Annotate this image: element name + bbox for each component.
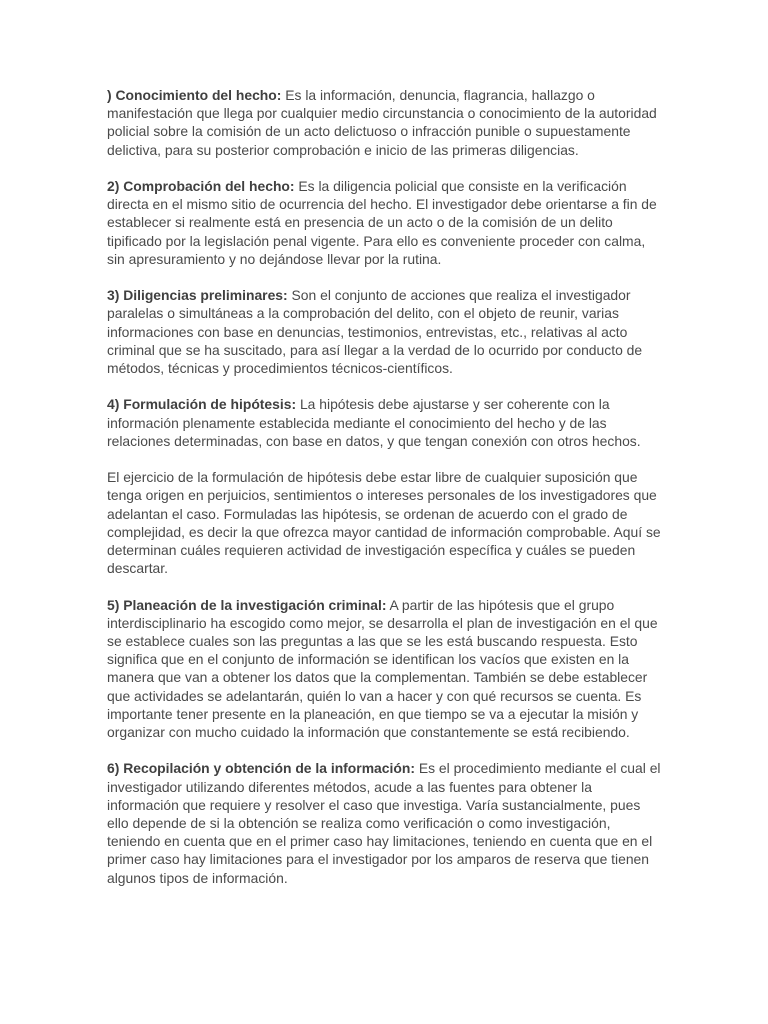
section-heading: 4) Formulación de hipótesis: bbox=[107, 396, 297, 413]
section-body: Son el conjunto de acciones que realiza el investigador paralelas o simultáneas a la comprobación del delito, con el objeto de reunir, varias informaciones con base en denuncias, testimonios, entrevistas, etc., relativas al acto criminal que se ha suscitado, para así llegar a la verdad de lo ocurrido por conducto de métodos, técnicas y procedimientos técnicos-científicos. bbox=[107, 287, 643, 377]
section-heading: 5) Planeación de la investigación criminal: bbox=[107, 596, 387, 613]
section-diligencias bbox=[107, 286, 663, 377]
section-body: El ejercicio de la formulación de hipótesis debe estar libre de cualquier suposición que tenga origen en perjuicios, sentimientos o intereses personales de los investigadores que adelantan el caso. Formuladas las hipótesis, se ordenan de acuerdo con el grado de complejidad, es decir la que ofrezca mayor cantidad de información comprobable. Aquí se determinan cuáles requieren actividad de investigación específica y cuáles se pueden descartar. bbox=[107, 469, 661, 577]
section-body: Es la diligencia policial que consiste en la verificación directa en el mismo sitio de ocurrencia del hecho. El investigador debe orientarse a fin de establecer si realmente está en presencia de un acto o de la comisión de un delito tipificado por la legislación penal vigente. Para ello es conveniente proceder con calma, sin apresuramiento y no dejándose llevar por la rutina. bbox=[107, 178, 657, 267]
section-body: La hipótesis debe ajustarse y ser coherente con la información plenamente establecida mediante el conocimiento del hecho y de las relaciones determinadas, con base en datos, y que tengan conexión con otros hechos. bbox=[107, 396, 641, 449]
document-page bbox=[107, 86, 663, 905]
section-body: Es la información, denuncia, flagrancia, hallazgo o manifestación que llega por cualquier medio circunstancia o conocimiento de la autoridad policial sobre la comisión de un acto delictuoso o infracción punible o supuestamente delictiva, para su posterior comprobación e inicio de las primeras diligencias. bbox=[107, 87, 657, 158]
section-planeacion bbox=[107, 596, 663, 742]
section-heading: ) Conocimiento del hecho: bbox=[107, 87, 282, 103]
section-heading: 2) Comprobación del hecho: bbox=[107, 178, 295, 194]
section-hipotesis-continued bbox=[107, 468, 663, 577]
section-comprobacion bbox=[107, 177, 663, 268]
section-body: A partir de las hipótesis que el grupo interdisciplinario ha escogido como mejor, se desarrolla el plan de investigación en el que se establece cuales son las preguntas a las que se les está buscando respuesta. Esto significa que en el conjunto de información se identifican los vacíos que existen en la manera que van a obtener los datos que la complementan. También se debe establecer que actividades se adelantarán, quién lo van a hacer y con qué recursos se cuenta. Es importante tener presente en la planeación, en que tiempo se va a ejecutar la misión y organizar con mucho cuidado la información que constantemente se está recibiendo. bbox=[107, 596, 658, 741]
section-recopilacion bbox=[107, 759, 663, 886]
section-heading: 3) Diligencias preliminares: bbox=[107, 287, 288, 304]
section-heading: 6) Recopilación y obtención de la información: bbox=[107, 760, 415, 777]
section-conocimiento bbox=[107, 86, 663, 159]
section-body: Es el procedimiento mediante el cual el investigador utilizando diferentes métodos, acude a las fuentes para obtener la información que requiere y resolver el caso que investiga. Varía sustancialmente, pues ello depende de si la obtención se realiza como verificación o como investigación, teniendo en cuenta que en el primer caso hay limitaciones, teniendo en cuenta que en el primer caso hay limitaciones para el investigador por los amparos de reserva que tienen algunos tipos de información. bbox=[107, 760, 661, 886]
section-hipotesis bbox=[107, 395, 663, 450]
